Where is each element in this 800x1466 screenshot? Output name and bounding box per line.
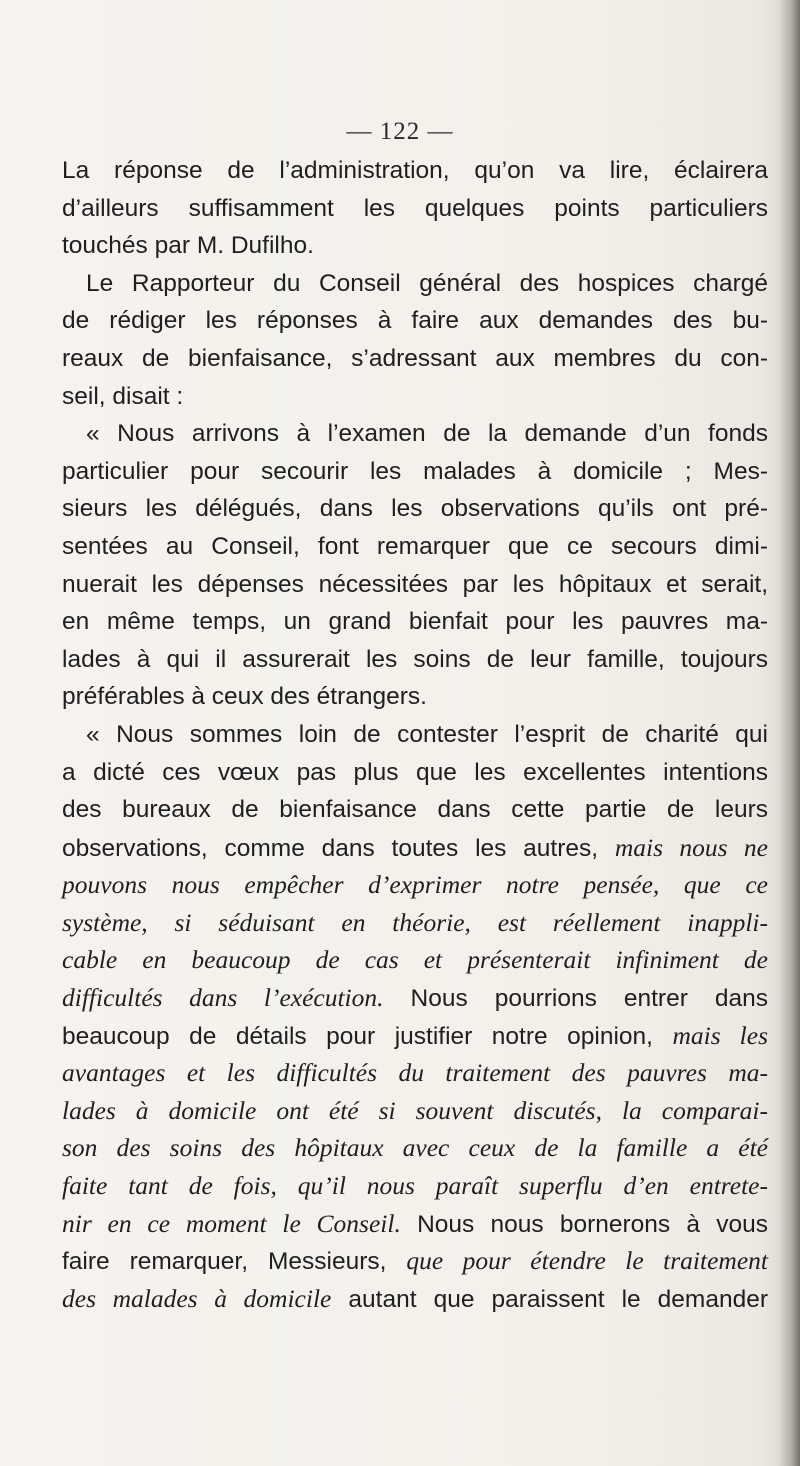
- text-line: [62, 979, 768, 1017]
- italic-text: avantages et les difficultés du traitement des pauvres ma-: [62, 1058, 768, 1088]
- text-run: seil, disait :: [62, 382, 184, 410]
- text-line: [62, 716, 768, 754]
- text-line: [62, 641, 768, 679]
- text-run: lades à qui il assurerait les soins de leur famille, toujours: [62, 645, 768, 673]
- text-run: La réponse de l’administration, qu’on va lire, éclairera: [62, 157, 768, 184]
- text-line: [62, 603, 768, 641]
- text-run: sieurs les délégués, dans les observations qu’ils ont pré-: [62, 495, 768, 523]
- page-number: — 122 —: [346, 118, 454, 145]
- text-line: [62, 1129, 768, 1167]
- text-run: « Nous sommes loin de contester l’esprit de charité qui: [86, 720, 768, 748]
- text-line: [62, 190, 768, 228]
- italic-text: mais nous ne: [614, 832, 769, 862]
- text-run: nuerait les dépenses nécessitées par les hôpitaux et serait,: [62, 570, 768, 598]
- text-run: observations, comme dans toutes les autres,: [62, 834, 615, 862]
- text-line: [62, 566, 768, 604]
- italic-text: difficultés dans l’exécution.: [62, 983, 384, 1013]
- text-run: beaucoup de détails pour justifier notre opinion,: [62, 1022, 673, 1050]
- text-line: [62, 1017, 768, 1055]
- text-line: [62, 528, 768, 566]
- text-run: a dicté ces vœux pas plus que les excellentes intentions: [62, 758, 768, 786]
- italic-text: lades à domicile ont été si souvent discutés, la comparai-: [62, 1095, 768, 1125]
- text-run: sentées au Conseil, font remarquer que ce secours dimi-: [62, 532, 768, 560]
- text-run: des bureaux de bienfaisance dans cette partie de leurs: [62, 796, 768, 824]
- text-line: [62, 453, 768, 491]
- text-line: [62, 1092, 768, 1130]
- text-line: [62, 941, 768, 979]
- italic-text: que pour étendre le traitement: [406, 1246, 768, 1276]
- text-line: [62, 490, 768, 528]
- italic-text: des malades à domicile: [62, 1283, 332, 1313]
- text-line: [62, 227, 768, 265]
- text-run: autant que paraissent le demander: [331, 1285, 768, 1313]
- italic-text: mais les: [672, 1020, 769, 1050]
- text-line: [62, 415, 768, 453]
- text-run: de rédiger les réponses à faire aux demandes des bu-: [62, 307, 768, 335]
- text-run: Nous pourrions entrer dans: [383, 985, 768, 1013]
- text-line: [62, 378, 768, 416]
- italic-text: nir en ce moment le Conseil.: [62, 1208, 401, 1238]
- text-line: [62, 1205, 768, 1243]
- text-run: préférables à ceux des étrangers.: [62, 683, 427, 711]
- text-line: [62, 791, 768, 829]
- text-line: [62, 904, 768, 942]
- text-run: Nous nous bornerons à vous: [400, 1210, 768, 1238]
- page-edge-shadow: [778, 0, 800, 1466]
- italic-text: cable en beaucoup de cas et présenterait infiniment de: [62, 945, 768, 975]
- text-line: [62, 265, 768, 303]
- text-run: particulier pour secourir les malades à domicile ; Mes-: [62, 457, 768, 485]
- text-line: [62, 302, 768, 340]
- text-run: en même temps, un grand bienfait pour les pauvres ma-: [62, 608, 768, 636]
- text-run: touchés par M. Dufilho.: [62, 232, 314, 260]
- text-run: « Nous arrivons à l’examen de la demande d’un fonds: [86, 420, 768, 448]
- text-run: faire remarquer, Messieurs,: [62, 1248, 407, 1276]
- text-line: [62, 1242, 768, 1280]
- text-line: [62, 754, 768, 792]
- text-line: [62, 1054, 768, 1092]
- text-line: [62, 1280, 768, 1318]
- body-text: [62, 152, 768, 1317]
- italic-text: système, si séduisant en théorie, est réellement inappli-: [62, 907, 768, 937]
- text-line: [62, 829, 768, 867]
- italic-text: pouvons nous empêcher d’exprimer notre pensée, que ce: [62, 870, 768, 900]
- text-line: [62, 152, 768, 190]
- text-run: d’ailleurs suffisamment les quelques points particuliers: [62, 194, 768, 222]
- text-line: [62, 340, 768, 378]
- text-run: reaux de bienfaisance, s’adressant aux membres du con-: [62, 344, 768, 372]
- italic-text: faite tant de fois, qu’il nous paraît superflu d’en entrete-: [62, 1171, 768, 1201]
- text-line: [62, 866, 768, 904]
- text-run: Le Rapporteur du Conseil général des hospices chargé: [86, 269, 768, 297]
- text-line: [62, 1167, 768, 1205]
- italic-text: son des soins des hôpitaux avec ceux de la famille a été: [62, 1133, 768, 1163]
- text-line: [62, 678, 768, 716]
